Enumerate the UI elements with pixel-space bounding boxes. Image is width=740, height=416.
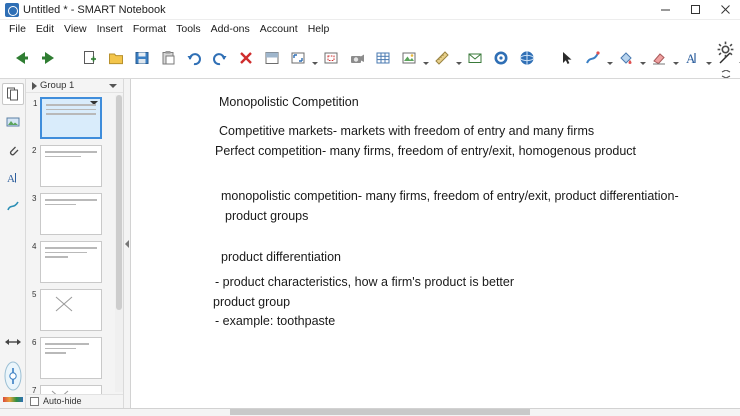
thumbnail-list[interactable]: [26, 93, 123, 394]
toolbar-group-draw-tools: [551, 39, 740, 77]
canvas-content[interactable]: [131, 79, 740, 408]
panel-scrollbar[interactable]: [115, 95, 123, 392]
main-toolbar: [0, 37, 740, 79]
color-strip[interactable]: [3, 397, 23, 402]
sidebar-item-add-ons[interactable]: [2, 167, 24, 189]
add-ons-button[interactable]: [489, 46, 513, 70]
thumbnail-preview: [46, 104, 96, 115]
move-panel-handle[interactable]: [2, 331, 24, 353]
thumbnail-preview: [42, 291, 102, 329]
toolbar-group-navigation: [4, 39, 66, 77]
canvas-spacer-2: [191, 161, 740, 187]
menu-tools[interactable]: Tools: [176, 22, 201, 35]
page-thumbnail-4[interactable]: [32, 241, 102, 283]
toolbar-settings-area: [717, 41, 734, 83]
canvas-line-3: Perfect competition- many firms, freedom of entry/exit, homogenous product: [215, 143, 637, 158]
screen-capture-button[interactable]: [319, 46, 343, 70]
close-button[interactable]: [710, 0, 740, 20]
full-screen-button[interactable]: [286, 46, 310, 70]
canvas-line-9: - example: toothpaste: [215, 314, 336, 328]
app-body: [0, 79, 740, 408]
thumbnail-number: 6: [32, 338, 37, 348]
screen-shade-button[interactable]: [260, 46, 284, 70]
pen-tray-icon[interactable]: [2, 359, 24, 393]
full-screen-caret-icon[interactable]: [312, 62, 318, 65]
thumbnail-number: 4: [32, 242, 37, 252]
paste-button[interactable]: [156, 46, 180, 70]
menu-addons[interactable]: Add-ons: [210, 22, 250, 35]
side-rail: [0, 79, 26, 408]
settings-button[interactable]: [717, 41, 734, 63]
menu-help[interactable]: Help: [307, 22, 330, 35]
auto-hide-label: Auto-hide: [43, 396, 82, 407]
thumbnail-preview: [42, 387, 102, 394]
canvas-line-2: Competitive markets- markets with freedom of entry and many firms: [219, 124, 595, 139]
svg-text:A: A: [686, 50, 696, 66]
thumbnail-number: 3: [32, 194, 37, 204]
title-bar: [0, 0, 740, 20]
group-menu-caret-icon[interactable]: [109, 84, 117, 88]
page-thumbnail-1[interactable]: [33, 97, 102, 139]
bottom-scroll-bar[interactable]: [0, 408, 740, 416]
canvas-line-4: monopolistic competition- many firms, freedom of entry/exit, product differentiation-: [221, 189, 679, 204]
measurement-tools-tool[interactable]: [429, 46, 462, 70]
thumbnail-number: 5: [32, 290, 37, 300]
thumbnail-preview: [45, 343, 97, 354]
auto-hide-checkbox[interactable]: [30, 397, 39, 406]
page-thumbnail-3[interactable]: [32, 193, 102, 235]
app-logo-icon: [5, 3, 19, 17]
canvas-line-1: Monopolistic Competition: [219, 95, 359, 109]
page-sorter-panel: [26, 79, 124, 408]
shape-fill-button[interactable]: [614, 46, 638, 70]
insert-media-button[interactable]: [397, 46, 421, 70]
menu-file[interactable]: File: [9, 22, 26, 35]
open-button[interactable]: [104, 46, 128, 70]
canvas-line-8: product group: [213, 294, 291, 309]
add-page-button[interactable]: [78, 46, 102, 70]
creative-pen-button[interactable]: [581, 46, 605, 70]
next-page-button[interactable]: [36, 45, 62, 71]
thumbnail-preview: [45, 247, 97, 258]
group-label: Group 1: [40, 80, 75, 92]
text-tool-button[interactable]: [680, 46, 704, 70]
thumbnail-preview: [45, 199, 97, 205]
window-title: Untitled * - SMART Notebook: [23, 3, 166, 16]
thumbnail-number: 2: [32, 146, 37, 156]
page-thumbnail-6[interactable]: [32, 337, 102, 379]
page-thumbnail-7[interactable]: [32, 385, 102, 394]
window-controls: [650, 0, 740, 20]
thumbnail-number: 1: [33, 99, 38, 109]
canvas-line-5: product groups: [225, 208, 309, 223]
canvas-line-6: product differentiation: [221, 249, 341, 264]
menu-view[interactable]: View: [64, 22, 87, 35]
eraser-tool[interactable]: [646, 46, 679, 70]
mail-button[interactable]: [463, 46, 487, 70]
sidebar-item-page-sorter[interactable]: [2, 83, 24, 105]
canvas-spacer-3: [191, 226, 740, 248]
group-expand-icon[interactable]: [32, 82, 37, 90]
group-header[interactable]: [26, 79, 123, 93]
thumbnail-preview: [45, 151, 97, 157]
delete-button[interactable]: [234, 46, 258, 70]
toolbar-group-page-actions: [74, 39, 543, 77]
sidebar-item-properties[interactable]: [2, 195, 24, 217]
page-thumbnail-5[interactable]: [32, 289, 102, 331]
canvas-spacer-1: [191, 112, 740, 122]
notebook-canvas[interactable]: [131, 79, 740, 408]
eraser-button[interactable]: [647, 46, 671, 70]
page-thumbnail-2[interactable]: [32, 145, 102, 187]
creative-pen-tool[interactable]: [580, 46, 613, 70]
menu-insert[interactable]: Insert: [96, 22, 123, 35]
text-tool[interactable]: [679, 46, 712, 70]
panel-collapse-handle[interactable]: [124, 79, 131, 408]
maximize-button[interactable]: [680, 0, 710, 20]
thumbnail-number: 7: [32, 386, 37, 394]
menu-account[interactable]: Account: [259, 22, 298, 35]
sidebar-item-attachments[interactable]: [2, 139, 24, 161]
horizontal-scrollbar-thumb[interactable]: [230, 409, 530, 415]
panel-footer: [26, 394, 123, 408]
smart-response-button[interactable]: [515, 46, 539, 70]
collapse-arrow-icon[interactable]: [125, 240, 129, 248]
measurement-caret-icon[interactable]: [456, 62, 462, 65]
save-button[interactable]: [130, 46, 154, 70]
fill-tool[interactable]: [613, 46, 646, 70]
full-screen-tool[interactable]: [285, 46, 318, 70]
menu-format[interactable]: Format: [132, 22, 167, 35]
menu-edit[interactable]: Edit: [35, 22, 55, 35]
canvas-line-7: - product characteristics, how a firm's product is better: [215, 275, 515, 290]
sidebar-item-gallery[interactable]: [2, 111, 24, 133]
table-button[interactable]: [371, 46, 395, 70]
insert-media-tool[interactable]: [396, 46, 429, 70]
document-camera-button[interactable]: [345, 46, 369, 70]
minimize-button[interactable]: [650, 0, 680, 20]
redo-button[interactable]: [208, 46, 232, 70]
measurement-tools-button[interactable]: [430, 46, 454, 70]
svg-text:A: A: [6, 173, 15, 185]
previous-page-button[interactable]: [8, 45, 34, 71]
menu-bar: [0, 20, 740, 37]
panel-scrollbar-thumb[interactable]: [116, 95, 122, 310]
select-tool-button[interactable]: [555, 46, 579, 70]
undo-button[interactable]: [182, 46, 206, 70]
